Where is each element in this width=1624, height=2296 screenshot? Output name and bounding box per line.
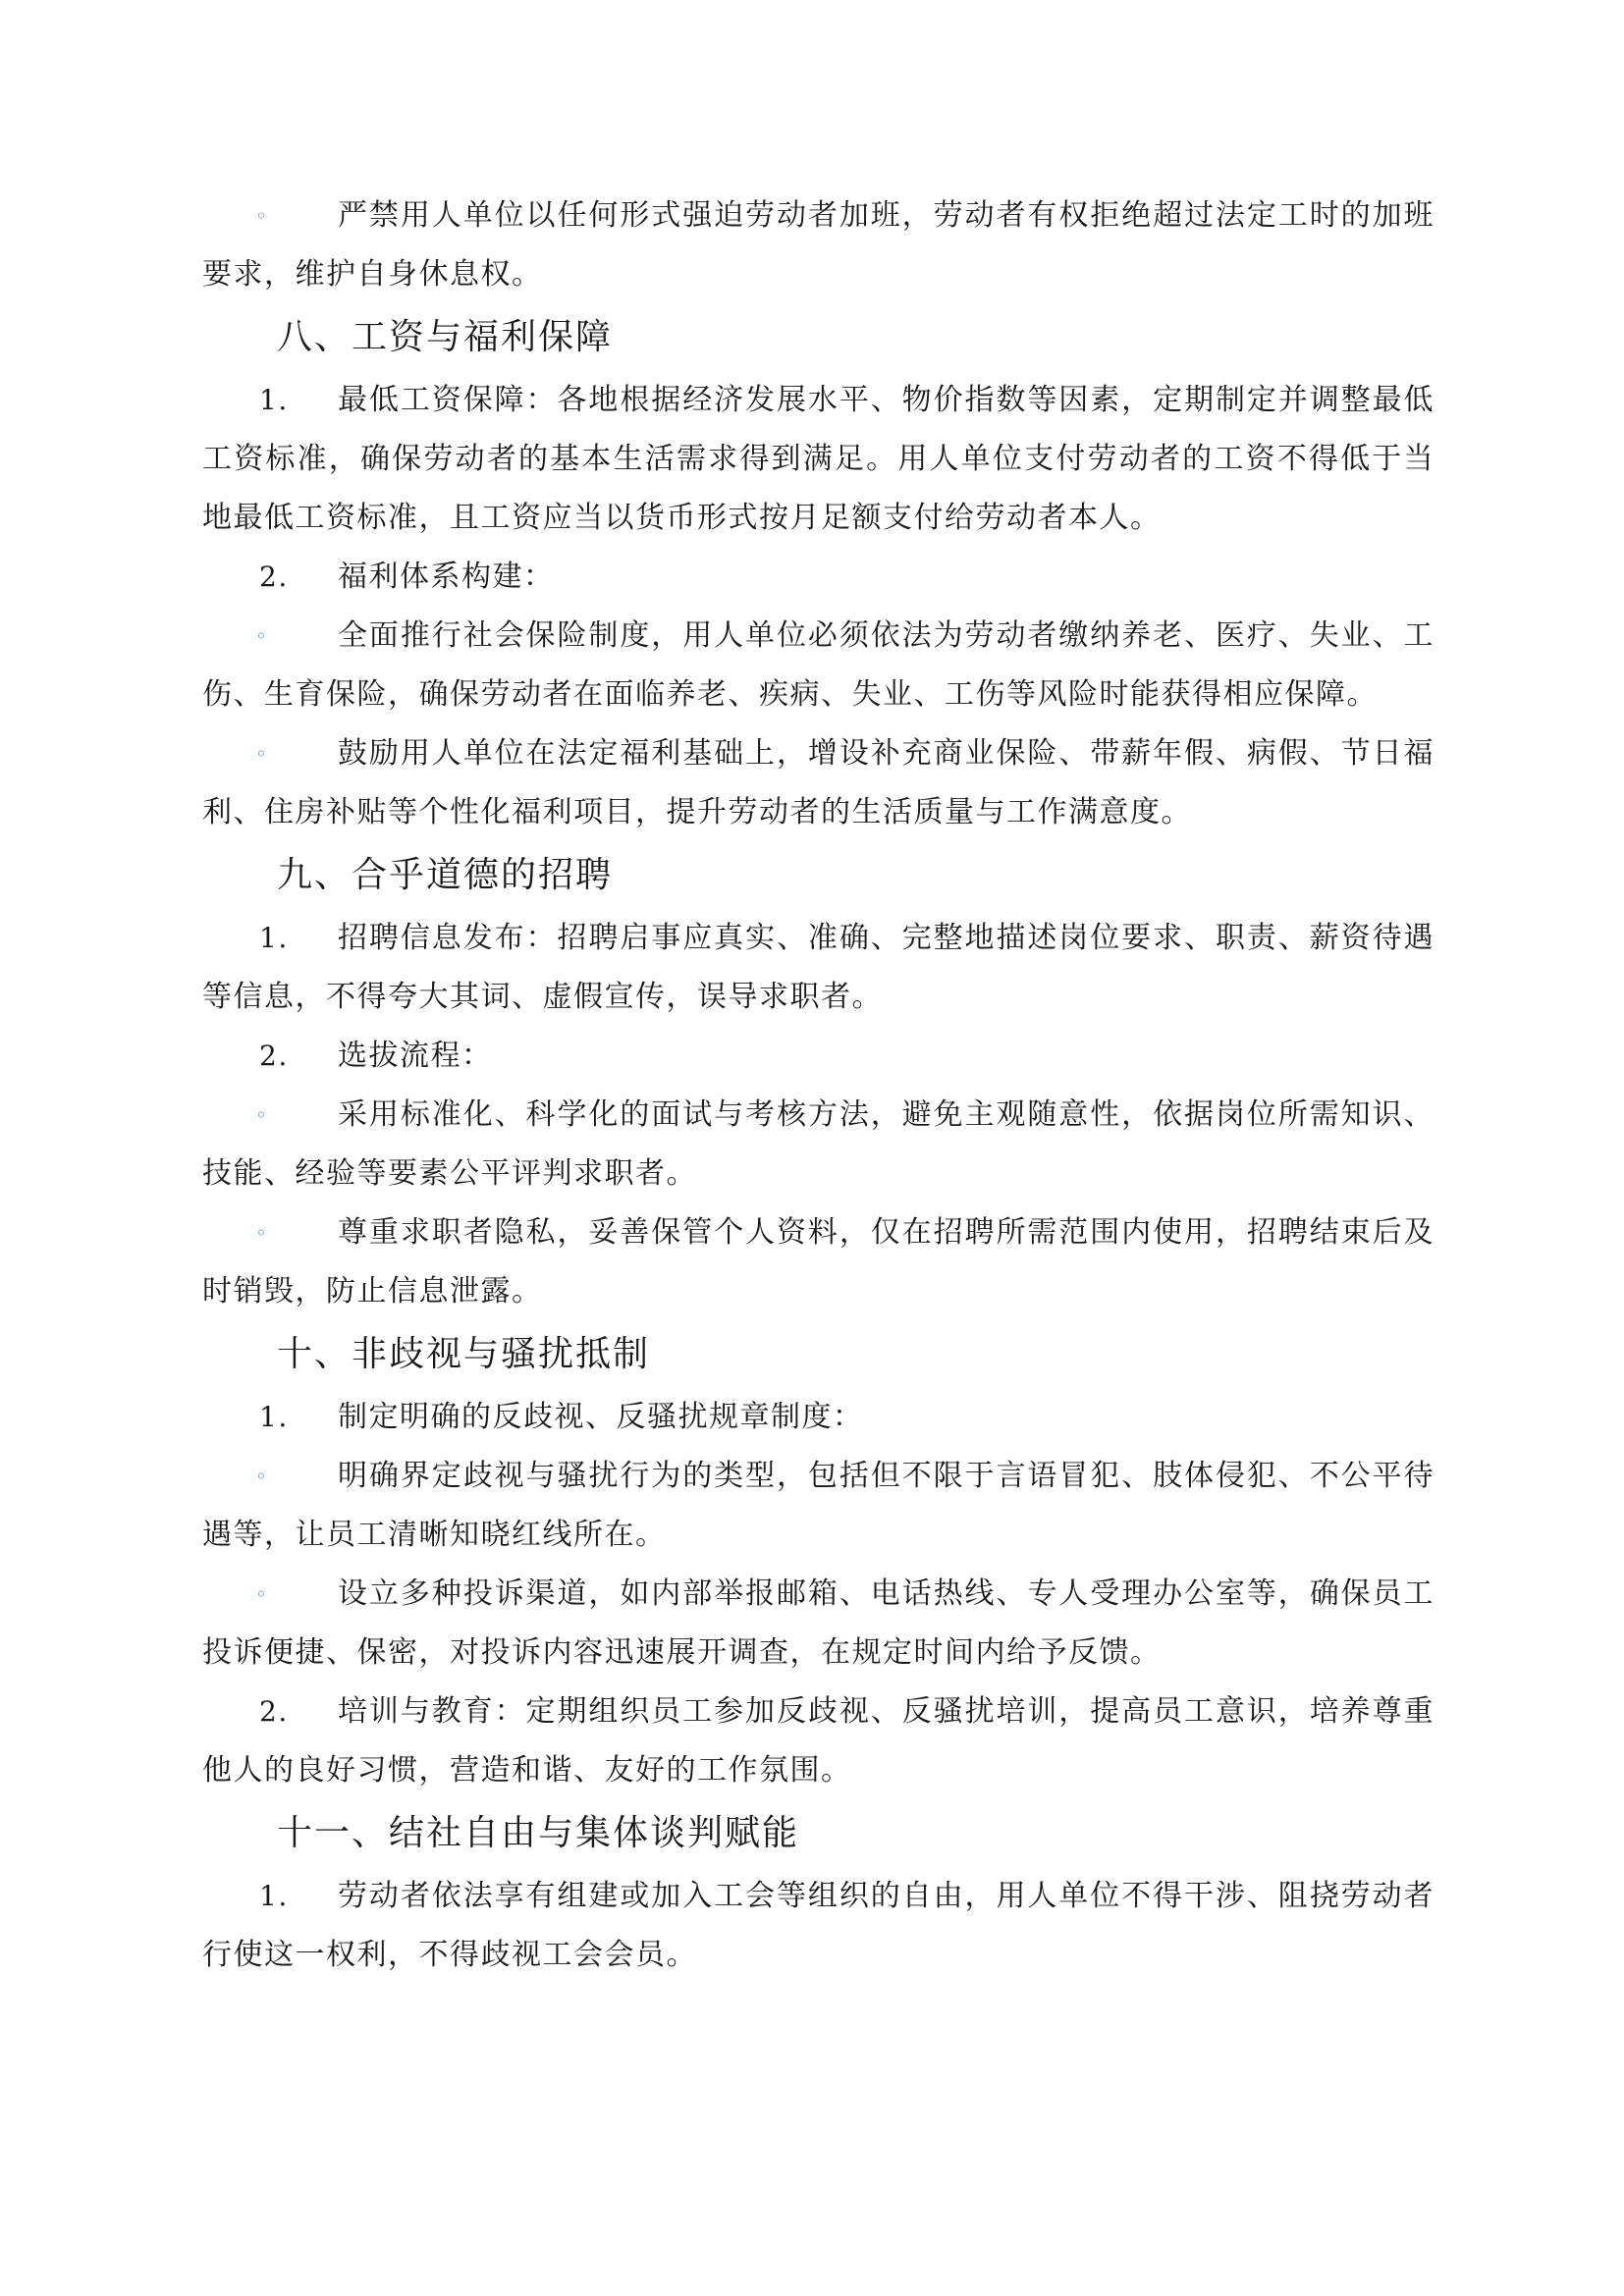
numbered-paragraph xyxy=(202,548,1435,607)
bullet-paragraph xyxy=(202,1447,1435,1565)
number-marker: 2. xyxy=(259,1040,289,1072)
paragraph-text: 选拔流程： xyxy=(338,1039,493,1073)
bullet-paragraph xyxy=(202,724,1435,842)
paragraph-text: 福利体系构建： xyxy=(338,560,555,594)
bullet-marker: ◦ xyxy=(255,1103,269,1127)
bullet-marker: ◦ xyxy=(255,204,269,228)
paragraph-text: 培训与教育：定期组织员工参加反歧视、反骚扰培训，提高员工意识，培养尊重他人的良好习惯，营造和谐、友好的工作氛围。 xyxy=(202,1694,1435,1788)
numbered-paragraph xyxy=(202,1867,1435,1985)
bullet-paragraph xyxy=(202,1565,1435,1682)
section-heading-11: 十一、结社自由与集体谈判赋能 xyxy=(277,1813,800,1853)
numbered-paragraph xyxy=(202,909,1435,1027)
paragraph-text: 劳动者依法享有组建或加入工会等组织的自由，用人单位不得干涉、阻挠劳动者行使这一权利，不得歧视工会会员。 xyxy=(202,1879,1435,1972)
bullet-paragraph xyxy=(202,607,1435,724)
paragraph-text: 最低工资保障：各地根据经济发展水平、物价指数等因素，定期制定并调整最低工资标准，确保劳动者的基本生活需求得到满足。用人单位支付劳动者的工资不得低于当地最低工资标准，且工资应当以货币形式按月足额支付给劳动者本人。 xyxy=(202,383,1435,535)
paragraph-text: 采用标准化、科学化的面试与考核方法，避免主观随意性，依据岗位所需知识、技能、经验等要素公平评判求职者。 xyxy=(202,1097,1435,1191)
paragraph-text: 尊重求职者隐私，妥善保管个人资料，仅在招聘所需范围内使用，招聘结束后及时销毁，防止信息泄露。 xyxy=(202,1215,1435,1308)
bullet-paragraph xyxy=(202,1086,1435,1203)
section-heading-9: 九、合乎道德的招聘 xyxy=(277,855,614,895)
bullet-marker: ◦ xyxy=(255,624,269,648)
bullet-marker: ◦ xyxy=(255,1221,269,1245)
paragraph-text: 全面推行社会保险制度，用人单位必须依法为劳动者缴纳养老、医疗、失业、工伤、生育保险，确保劳动者在面临养老、疾病、失业、工伤等风险时能获得相应保障。 xyxy=(202,618,1435,712)
bullet-paragraph xyxy=(202,1203,1435,1321)
number-marker: 2. xyxy=(259,1695,289,1728)
document-body xyxy=(202,187,1435,1985)
bullet-paragraph xyxy=(202,187,1435,304)
paragraph-text: 招聘信息发布：招聘启事应真实、准确、完整地描述岗位要求、职责、薪资待遇等信息，不得夸大其词、虚假宣传，误导求职者。 xyxy=(202,921,1435,1014)
section-heading-8: 八、工资与福利保障 xyxy=(277,317,614,357)
bullet-marker: ◦ xyxy=(255,1465,269,1488)
number-marker: 1. xyxy=(259,1401,289,1433)
bullet-marker: ◦ xyxy=(255,1582,269,1606)
paragraph-text: 明确界定歧视与骚扰行为的类型，包括但不限于言语冒犯、肢体侵犯、不公平待遇等，让员工清晰知晓红线所在。 xyxy=(202,1459,1435,1552)
number-marker: 1. xyxy=(259,1880,289,1912)
numbered-paragraph xyxy=(202,1388,1435,1447)
bullet-marker: ◦ xyxy=(255,742,269,766)
paragraph-text: 鼓励用人单位在法定福利基础上，增设补充商业保险、带薪年假、病假、节日福利、住房补贴等个性化福利项目，提升劳动者的生活质量与工作满意度。 xyxy=(202,736,1435,829)
numbered-paragraph xyxy=(202,371,1435,548)
number-marker: 1. xyxy=(259,384,289,416)
number-marker: 2. xyxy=(259,561,289,593)
numbered-paragraph xyxy=(202,1027,1435,1086)
paragraph-text: 严禁用人单位以任何形式强迫劳动者加班，劳动者有权拒绝超过法定工时的加班要求，维护自身休息权。 xyxy=(202,198,1435,292)
numbered-paragraph xyxy=(202,1682,1435,1800)
paragraph-text: 制定明确的反歧视、反骚扰规章制度： xyxy=(338,1400,864,1434)
section-heading-10: 十、非歧视与骚扰抵制 xyxy=(277,1334,651,1374)
number-marker: 1. xyxy=(259,922,289,954)
paragraph-text: 设立多种投诉渠道，如内部举报邮箱、电话热线、专人受理办公室等，确保员工投诉便捷、保密，对投诉内容迅速展开调查，在规定时间内给予反馈。 xyxy=(202,1576,1435,1670)
